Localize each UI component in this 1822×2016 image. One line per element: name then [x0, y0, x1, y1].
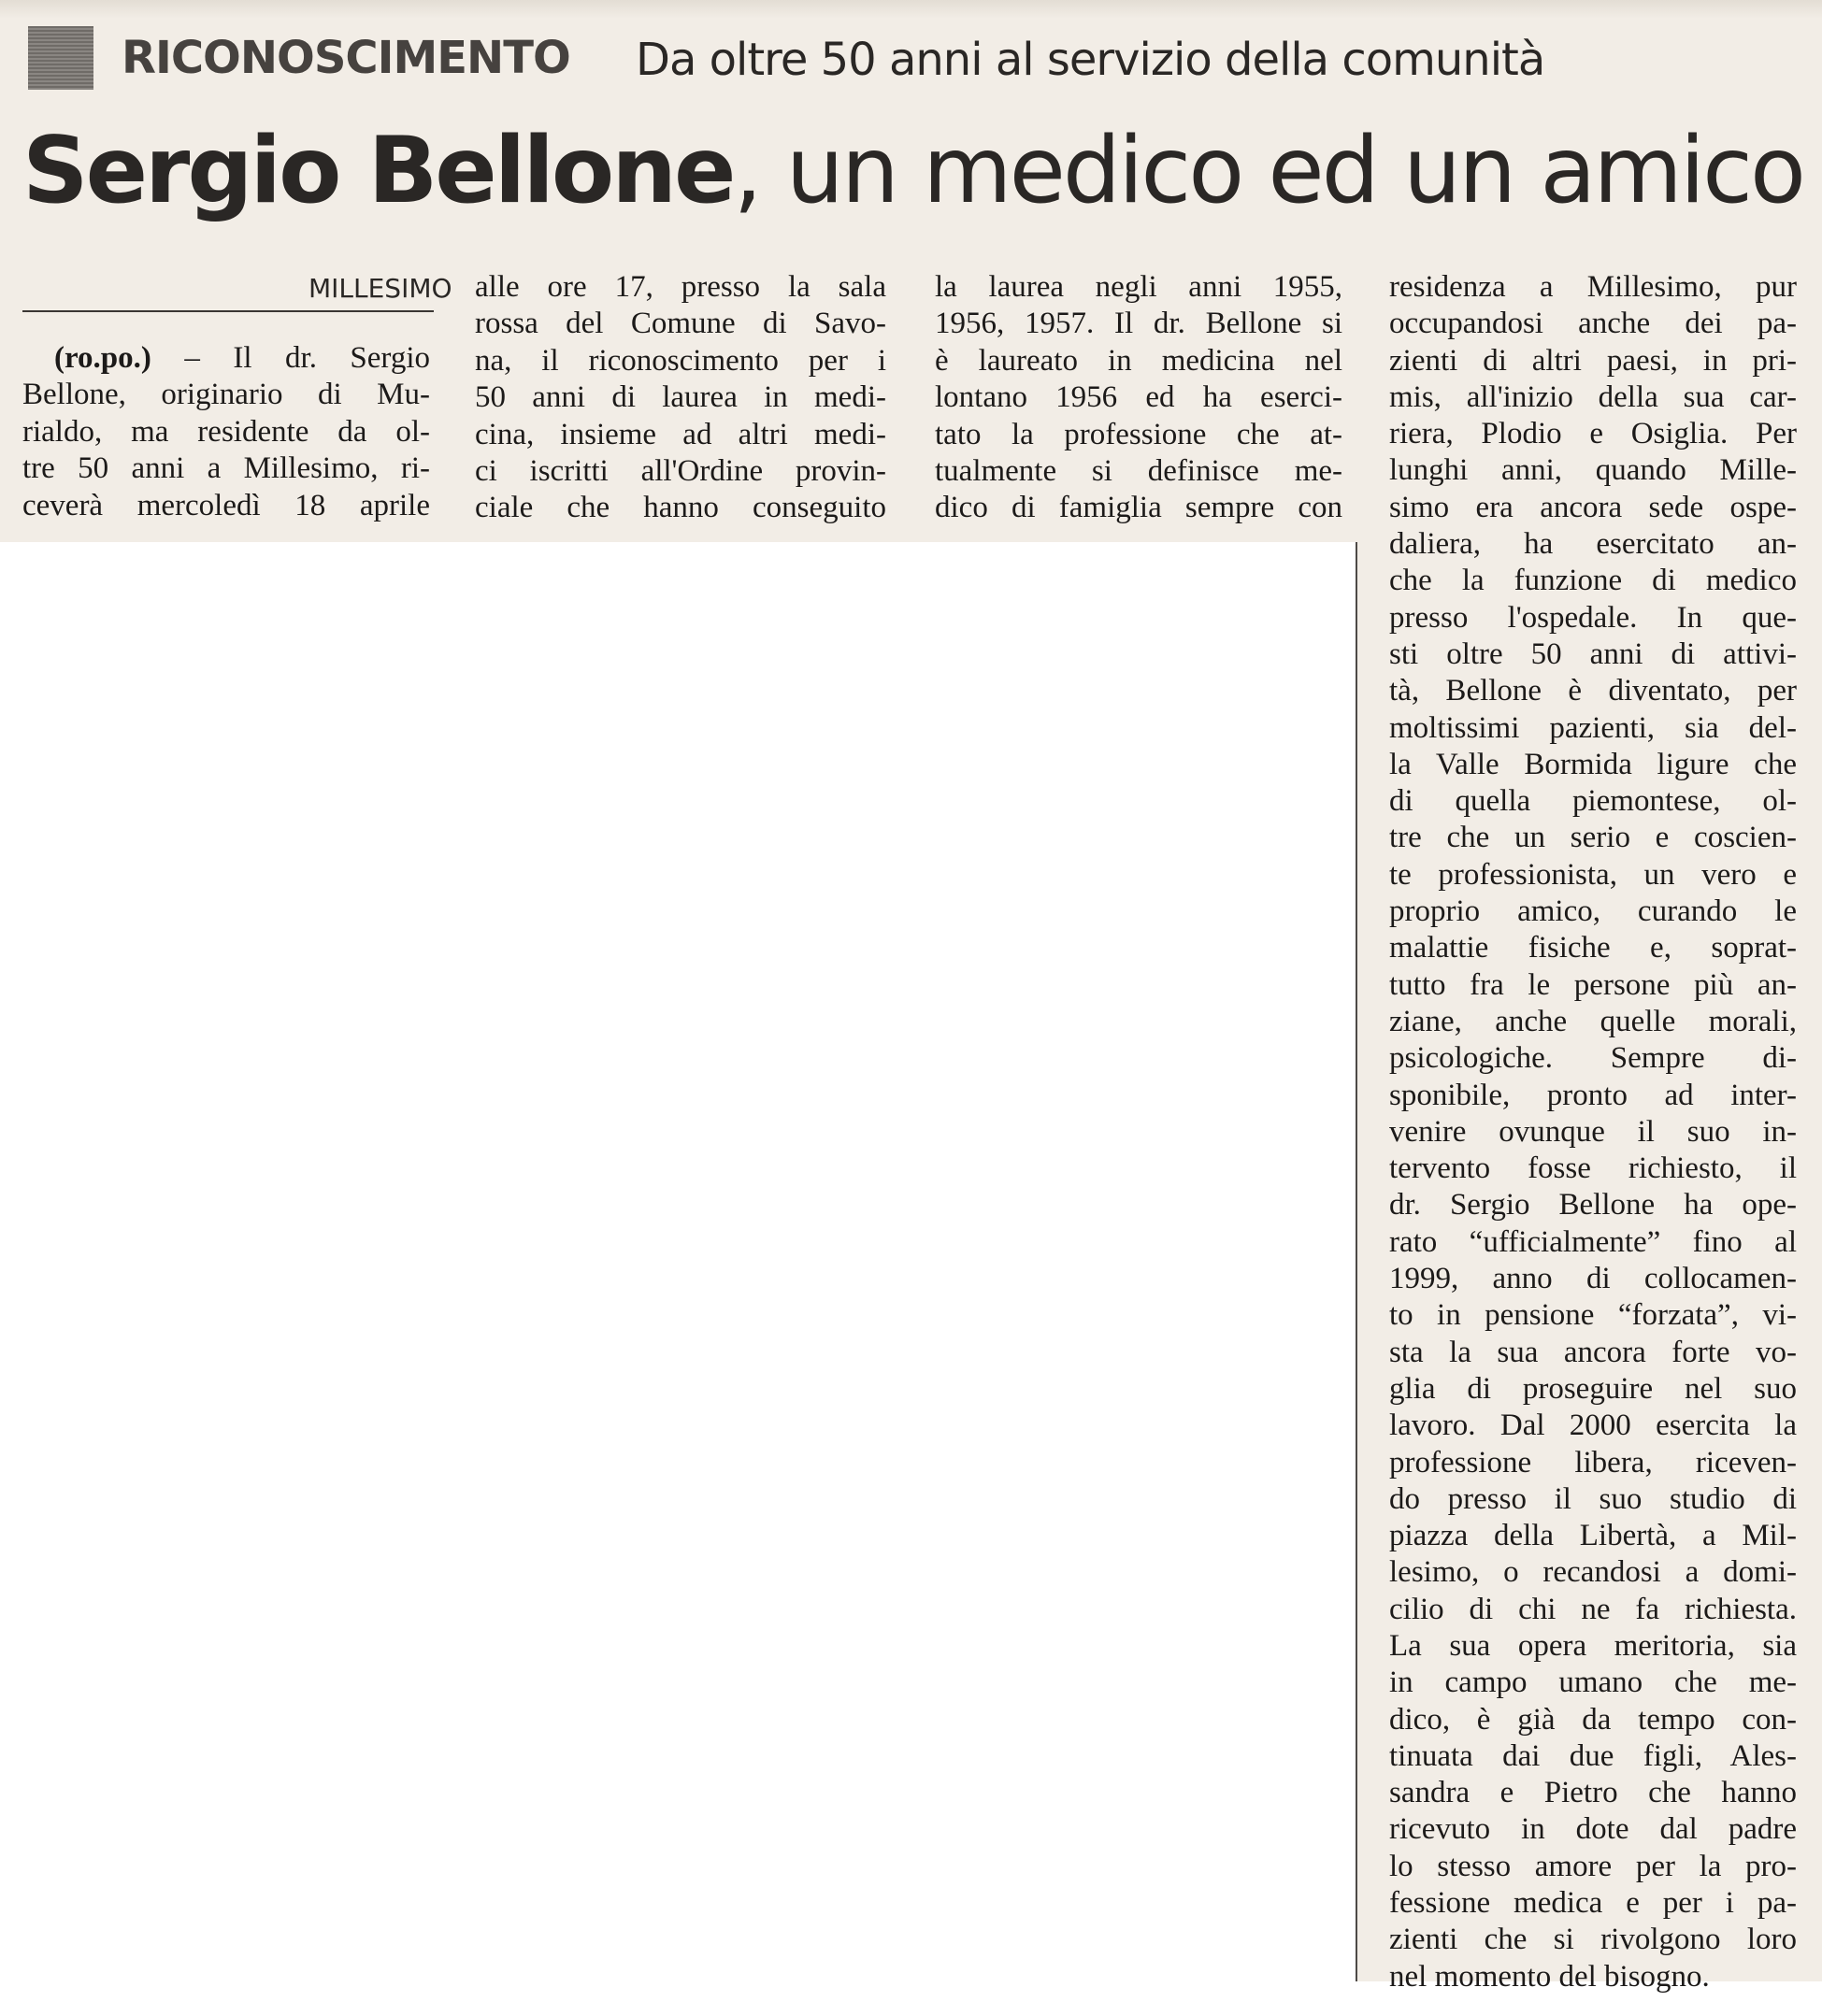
- text-line: te professionista, un vero e: [1389, 857, 1797, 892]
- dateline: MILLESIMO: [308, 273, 452, 304]
- text-line: 1956, 1957. Il dr. Bellone si: [935, 307, 1342, 341]
- text-line: glia di proseguire nel suo: [1389, 1371, 1797, 1406]
- text-line: la Valle Bormida ligure che: [1389, 747, 1797, 781]
- text-line: proprio amico, curando le: [1389, 894, 1797, 929]
- text-line: presso l'ospedale. In que-: [1389, 600, 1797, 635]
- text-line: alle ore 17, presso la sala: [475, 270, 886, 304]
- text-line: dico, è già da tempo con-: [1389, 1702, 1797, 1737]
- text-line: venire ovunque il suo in-: [1389, 1114, 1797, 1149]
- text-line: psicologiche. Sempre di-: [1389, 1041, 1797, 1076]
- text-line: to in pensione “forzata”, vi-: [1389, 1298, 1797, 1333]
- text-line: dr. Sergio Bellone ha ope-: [1389, 1188, 1797, 1222]
- text-line: tà, Bellone è diventato, per: [1389, 674, 1797, 708]
- text-line: Bellone, originario di Mu-: [22, 378, 430, 412]
- text-line: simo era ancora sede ospe-: [1389, 490, 1797, 524]
- text-line: tervento fosse richiesto, il: [1389, 1151, 1797, 1186]
- text-line: moltissimi pazienti, sia del-: [1389, 710, 1797, 745]
- text-line: tinuata dai due figli, Ales-: [1389, 1738, 1797, 1773]
- text-line: do presso il suo studio di: [1389, 1481, 1797, 1516]
- body-column-4: [1389, 269, 1797, 1995]
- text-line: rossa del Comune di Savo-: [475, 307, 886, 341]
- deck: Da oltre 50 anni al servizio della comunità: [636, 34, 1545, 86]
- headline: [22, 118, 1803, 224]
- text-line: cilio di chi ne fa richiesta.: [1389, 1592, 1797, 1626]
- text-line: tre 50 anni a Millesimo, ri-: [22, 451, 430, 486]
- text-line: daliera, ha esercitato an-: [1389, 527, 1797, 562]
- text-line: zienti di altri paesi, in pri-: [1389, 343, 1797, 378]
- text-line: malattie fisiche e, soprat-: [1389, 931, 1797, 965]
- text-line: rialdo, ma residente da ol-: [22, 414, 430, 449]
- text-line: 1999, anno di collocamen-: [1389, 1262, 1797, 1296]
- text-line: lavoro. Dal 2000 esercita la: [1389, 1408, 1797, 1443]
- text-line: professione libera, riceven-: [1389, 1445, 1797, 1480]
- text-line: che la funzione di medico: [1389, 564, 1797, 598]
- headline-bold: Sergio Bellone: [22, 118, 734, 224]
- text-line: tre che un serio e coscien-: [1389, 821, 1797, 855]
- text-line: sponibile, pronto ad inter-: [1389, 1078, 1797, 1112]
- byline: (ro.po.): [54, 341, 151, 375]
- dateline-rule: [22, 310, 434, 312]
- text-line: na, il riconoscimento per i: [475, 343, 886, 378]
- text-line: ciale che hanno conseguito: [475, 491, 886, 525]
- text-line: sta la sua ancora forte vo-: [1389, 1335, 1797, 1369]
- text-line: residenza a Millesimo, pur: [1389, 270, 1797, 304]
- text-line: zienti che si rivolgono loro: [1389, 1923, 1797, 1957]
- text-line: riera, Plodio e Osiglia. Per: [1389, 417, 1797, 451]
- body-column-1: [22, 340, 430, 524]
- text-line: cina, insieme ad altri medi-: [475, 417, 886, 451]
- text-line: nel momento del bisogno.: [1389, 1959, 1710, 1994]
- text-line: occupandosi anche dei pa-: [1389, 307, 1797, 341]
- body-column-3: [935, 269, 1342, 527]
- previous-article-bleed: [0, 0, 1822, 19]
- text-line: in campo umano che me-: [1389, 1666, 1797, 1700]
- text-line: tualmente si definisce me-: [935, 454, 1342, 489]
- text-line: mis, all'inizio della sua car-: [1389, 379, 1797, 414]
- text-line: ziane, anche quelle morali,: [1389, 1004, 1797, 1038]
- text-line: tato la professione che at-: [935, 417, 1342, 451]
- text-line: ceverà mercoledì 18 aprile: [22, 488, 430, 522]
- text-line: è laureato in medicina nel: [935, 343, 1342, 378]
- text-line: 50 anni di laurea in medi-: [475, 380, 886, 415]
- column-rule: [1356, 542, 1357, 1981]
- text-line: dico di famiglia sempre con: [935, 491, 1342, 525]
- text-line: rato “ufficialmente” fino al: [1389, 1224, 1797, 1259]
- text-line: La sua opera meritoria, sia: [1389, 1628, 1797, 1663]
- text-line: (ro.po.) – Il dr. Sergio: [54, 341, 430, 375]
- text-line: sti oltre 50 anni di attivi-: [1389, 636, 1797, 671]
- headline-rest: , un medico ed un amico: [733, 118, 1803, 224]
- text-line: fessione medica e per i pa-: [1389, 1886, 1797, 1921]
- text-line: tutto fra le persone più an-: [1389, 967, 1797, 1002]
- text-line: la laurea negli anni 1955,: [935, 270, 1342, 304]
- text-line: lunghi anni, quando Mille-: [1389, 453, 1797, 488]
- text-line: lontano 1956 ed ha eserci-: [935, 380, 1342, 415]
- text-line: piazza della Libertà, a Mil-: [1389, 1519, 1797, 1553]
- kicker-square-icon: [28, 26, 93, 90]
- text-line: lo stesso amore per la pro-: [1389, 1849, 1797, 1883]
- body-column-2: [475, 269, 886, 527]
- kicker: RICONOSCIMENTO: [122, 32, 570, 84]
- text-line: sandra e Pietro che hanno: [1389, 1776, 1797, 1810]
- text-line: lesimo, o recandosi a domi-: [1389, 1555, 1797, 1590]
- text-line: ci iscritti all'Ordine provin-: [475, 454, 886, 489]
- text-line: ricevuto in dote dal padre: [1389, 1812, 1797, 1847]
- text-line: di quella piemontese, ol-: [1389, 784, 1797, 819]
